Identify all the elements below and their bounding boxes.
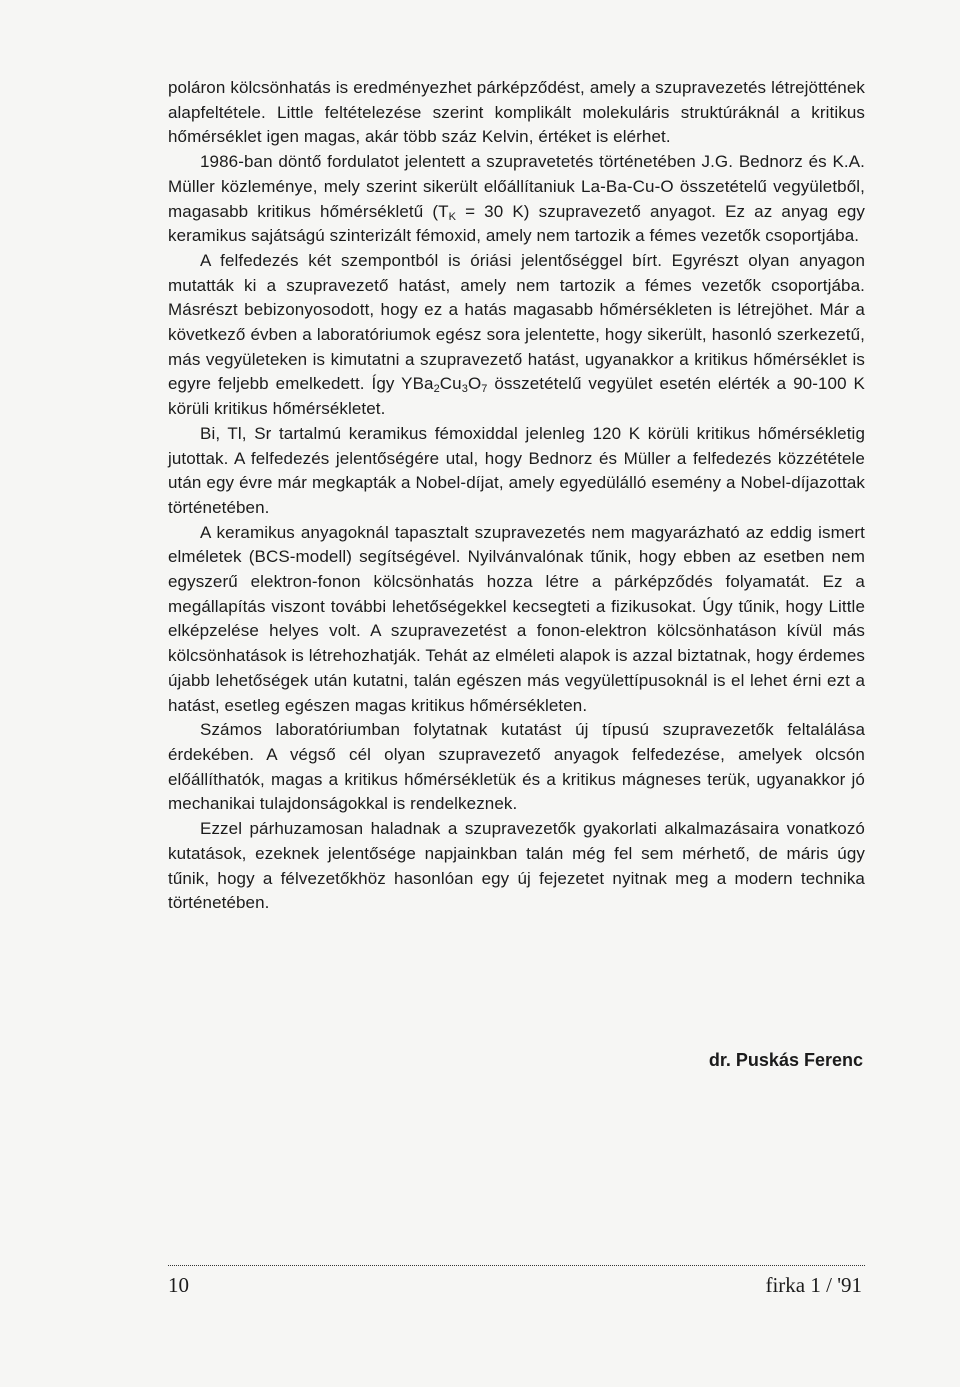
paragraph-3: [168, 249, 865, 422]
paragraph-7: Ezzel párhuzamosan haladnak a szupravezetők gyakorlati alkalmazásaira vonatkozó kutatások, ezeknek jelentősége napjainkban talán még fel sem mérhető, de máris úgy tűnik, hogy a félvezetőkhöz hasonlóan egy új fejezetet nyitnak meg a modern technika történetében.: [168, 819, 865, 913]
formula-sub-1: 2: [433, 383, 440, 396]
paragraph-2: [168, 150, 865, 249]
formula-part-o: O: [467, 374, 482, 394]
page-number: 10: [168, 1273, 189, 1297]
paragraph-4: Bi, Tl, Sr tartalmú keramikus fémoxiddal jelenleg 120 K körüli kritikus hőmérsékletig jutottak. A felfedezés jelentőségére utal, hogy Bednorz és Müller a felfedezés közzététele után egy évre már megkapták a Nobel-díjat, amely egyedülálló esemény a Nobel-díjazottak történetében.: [168, 423, 865, 517]
journal-issue: firka 1 / '91: [765, 1273, 862, 1297]
paragraph-2-rest: = 30 K) szupravezető anyagot. Ez az anyag egy keramikus sajátságú szinterizált fémoxid, amely nem tartozik a fémes vezetők csoportjába.: [168, 201, 865, 246]
footer-divider: [168, 1265, 865, 1266]
paragraph-2-text: 1986-ban döntő fordulatot jelentett a szupravetetés történetében J.G. Bednorz és K.A. Müller közleménye, mely szerint sikerült előállítaniuk La-Ba-Cu-O összetételű vegyületből, magasabb kritikus hőmérsékletű (T: [168, 152, 865, 221]
subscript-k: K: [448, 210, 457, 223]
paragraph-5: A keramikus anyagoknál tapasztalt szupravezetés nem magyarázható az eddig ismert elméletek (BCS-modell) segítségével. Nyilvánvalónak tűnik, hogy ebben az esetben nem egyszerű elektron-fonon kölcsönhatás hozza létre a párképződés folyamatát. Ez a megállapítás viszont további lehetőségekkel kecsegteti a fizikusokat. Úgy tűnik, hogy Little elképzelése helyes volt. A szupravezetést a fonon-elektron kölcsönhatáson kívül más kölcsönhatások is létrehozhatják. Tehát az elméleti alapok is azzal biztatnak, hogy érdemes újabb lehetőségek után kutatni, talán egészen más vegyülettípusoknál is el lehet érni ezt a hatást, esetleg egészen magas kritikus hőmérsékleten.: [168, 522, 865, 715]
paragraph-3-text: A felfedezés két szempontból is óriási jelentőséggel bírt. Egyrészt olyan anyagon mutatták ki a szupravezető hatást, amely nem tartozik a fémes vezetők csoportjába. Másrészt bebizonyosodott, hogy ez a hatás magasabb hőmérsékleten is létrejöhet. Már a következő évben a laboratóriumok egész sora jelentette, hogy sikerült, hasonló szerkezetű, más vegyületeken is kimutatni a szupravezető hatást, ugyanakkor a kritikus hőmérséklet is egyre feljebb emelkedett. Így YBa: [168, 250, 865, 394]
paragraph-3-rest: összetételű vegyület esetén elérték a 90-100 K körüli kritikus hőmérsékletet.: [168, 374, 865, 419]
paragraph-6: Számos laboratóriumban folytatnak kutatást új típusú szupravezetők feltalálása érdekében. A végső cél olyan szupravezető anyagok felfedezése, amelyek olcsón előállíthatók, magas a kritikus hőmérsékletük és a kritikus mágneses terük, ugyanakkor jó mechanikai tulajdonságokkal is rendelkeznek.: [168, 720, 865, 814]
formula-sub-3: 7: [481, 383, 488, 396]
article-body: [168, 76, 865, 916]
formula-sub-2: 3: [461, 383, 468, 396]
author-signature: dr. Puskás Ferenc: [708, 1050, 863, 1070]
paragraph-1: poláron kölcsönhatás is eredményezhet párképződést, amely a szupravezetés létrejöttének alapfeltétele. Little feltételezése szerint komplikált molekuláris struktúráknál a kritikus hőmérséklet igen magas, akár több száz Kelvin, értéket is elérhet.: [168, 78, 865, 147]
formula-part-cu: Cu: [439, 374, 462, 394]
